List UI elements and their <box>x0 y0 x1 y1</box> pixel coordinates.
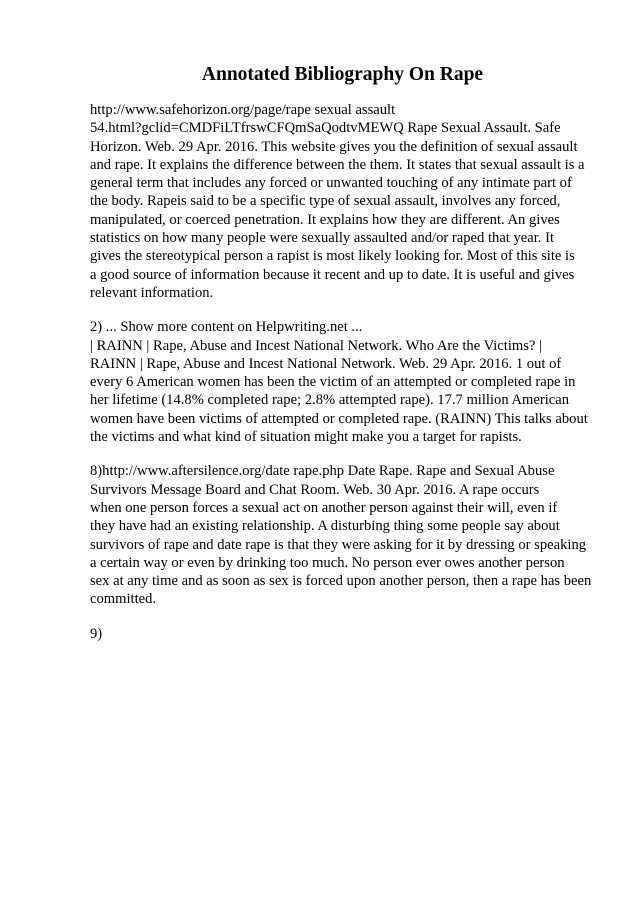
entry-line: gives the stereotypical person a rapist is most likely looking for. Most of this site is <box>90 248 575 265</box>
entry-line: 2) ... Show more content on Helpwriting.net ... <box>90 319 363 336</box>
entry-line: every 6 American women has been the victim of an attempted or completed rape in <box>90 374 576 391</box>
entry-line: her lifetime (14.8% completed rape; 2.8% attempted rape). 17.7 million American <box>90 392 569 409</box>
entry-line: RAINN | Rape, Abuse and Incest National Network. Web. 29 Apr. 2016. 1 out of <box>90 355 562 372</box>
entry-line: sex at any time and as soon as sex is forced upon another person, then a rape has been <box>90 573 592 590</box>
entry-line: women have been victims of attempted or completed rape. (RAINN) This talks about <box>90 410 588 427</box>
entry-line: the body. Rapeis said to be a specific type of sexual assault, involves any forced, <box>90 193 561 210</box>
entry-line: survivors of rape and date rape is that they were asking for it by dressing or speaking <box>90 536 587 553</box>
bibliography-entry <box>90 101 595 302</box>
entry-line: general term that includes any forced or unwanted touching of any intimate part of <box>90 175 572 192</box>
entry-line: relevant information. <box>90 284 214 301</box>
entry-line: Horizon. Web. 29 Apr. 2016. This website gives you the definition of sexual assault <box>90 138 578 155</box>
entry-line: 9) <box>90 625 103 642</box>
entry-line: Survivors Message Board and Chat Room. Web. 30 Apr. 2016. A rape occurs <box>90 481 540 498</box>
bibliography-entry <box>90 318 595 446</box>
entry-line: 54.html?gclid=CMDFiLTfrswCFQmSaQodtvMEWQ Rape Sexual Assault. Safe <box>90 120 561 137</box>
entry-line: they have had an existing relationship. A disturbing thing some people say about <box>90 518 560 535</box>
entry-line: a good source of information because it recent and up to date. It is useful and gives <box>90 266 575 283</box>
entry-line: 8)http://www.aftersilence.org/date rape.php Date Rape. Rape and Sexual Abuse <box>90 463 555 480</box>
entry-line: the victims and what kind of situation might make you a target for rapists. <box>90 429 522 446</box>
entry-line: committed. <box>90 591 157 608</box>
bibliography-entry <box>90 625 595 643</box>
document-title: Annotated Bibliography On Rape <box>201 64 484 85</box>
entry-line: a certain way or even by drinking too much. No person ever owes another person <box>90 554 565 571</box>
entry-line: when one person forces a sexual act on another person against their will, even if <box>90 499 558 516</box>
bibliography-entry <box>90 462 595 608</box>
entry-line: | RAINN | Rape, Abuse and Incest National Network. Who Are the Victims? | <box>90 337 542 354</box>
entry-line: statistics on how many people were sexually assaulted and/or raped that year. It <box>90 230 555 247</box>
entry-line: http://www.safehorizon.org/page/rape sexual assault <box>90 102 396 118</box>
entry-line: and rape. It explains the difference between the them. It states that sexual assault is a <box>90 156 585 173</box>
entry-line: manipulated, or coerced penetration. It explains how they are different. An gives <box>90 211 560 228</box>
